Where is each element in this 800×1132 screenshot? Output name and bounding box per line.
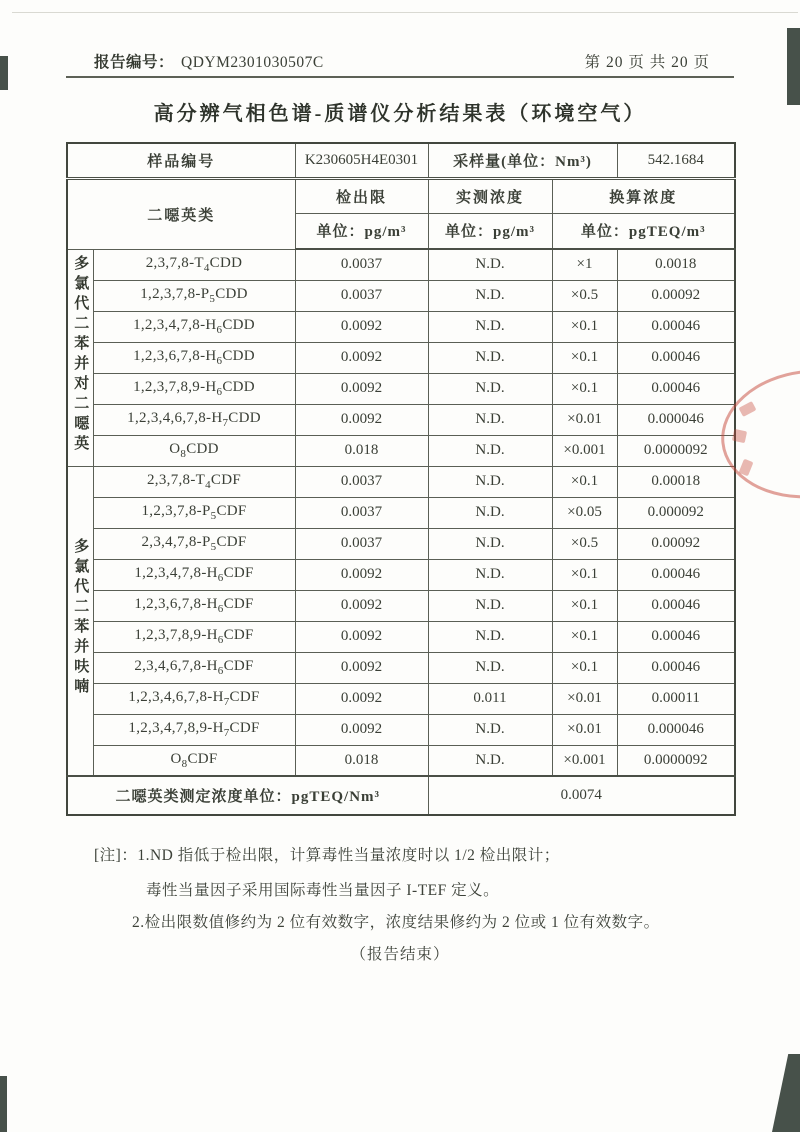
congener-name-cell: $2,3,7,8-T_4CDF$ (93, 466, 295, 497)
scan-corner-mark (0, 1076, 7, 1132)
table-row (67, 404, 735, 435)
summary-label: 二噁英类测定浓度单位：pgTEQ/Nm³ (67, 776, 428, 815)
tef-factor-cell: ×0.1 (552, 559, 617, 590)
converted-cell: 0.00046 (617, 311, 735, 342)
measured-cell: N.D. (428, 435, 552, 466)
scan-edge-line (12, 12, 798, 13)
detection-unit: 单位：pg/m³ (295, 213, 428, 249)
congener-name-cell: $O_8CDF$ (93, 745, 295, 776)
converted-cell: 0.000092 (617, 497, 735, 528)
document-title: 高分辨气相色谱-质谱仪分析结果表（环境空气） (153, 103, 647, 125)
measured-cell: 0.011 (428, 683, 552, 714)
summary-row (67, 776, 735, 815)
tef-factor-cell: ×0.001 (552, 435, 617, 466)
congener-name-cell: $1,2,3,7,8,9-H_6CDF$ (93, 621, 295, 652)
measured-cell: N.D. (428, 466, 552, 497)
note-2: 2.检出限数值修约为 2 位有效数字，浓度结果修约为 2 位或 1 位有效数字。 (132, 914, 660, 931)
detection-limit-cell: 0.0037 (295, 528, 428, 559)
table-row (67, 435, 735, 466)
congener-name-cell: $2,3,7,8-T_4CDD$ (93, 249, 295, 280)
table-row (67, 466, 735, 497)
table-row (67, 652, 735, 683)
converted-cell: 0.0000092 (617, 435, 735, 466)
detection-limit-cell: 0.0037 (295, 280, 428, 311)
detection-limit-cell: 0.0092 (295, 342, 428, 373)
note-tag: [注]： (94, 847, 138, 864)
converted-cell: 0.000046 (617, 714, 735, 745)
measured-cell: N.D. (428, 621, 552, 652)
converted-unit: 单位：pgTEQ/m³ (552, 213, 735, 249)
converted-cell: 0.000046 (617, 404, 735, 435)
detection-limit-cell: 0.0037 (295, 249, 428, 280)
page-indicator: 第 20 页 共 20 页 (584, 54, 710, 71)
congener-name-cell: $1,2,3,7,8-P_5CDF$ (93, 497, 295, 528)
congener-name-cell: $1,2,3,7,8-P_5CDD$ (93, 280, 295, 311)
congener-name-cell: $1,2,3,4,7,8-H_6CDD$ (93, 311, 295, 342)
converted-cell: 0.00046 (617, 342, 735, 373)
measured-cell: N.D. (428, 528, 552, 559)
report-number-label: 报告编号： (94, 54, 175, 71)
category-header: 二噁英类 (67, 178, 295, 249)
measured-cell: N.D. (428, 497, 552, 528)
footnotes (66, 845, 734, 976)
column-header-row (67, 178, 735, 213)
tef-factor-cell: ×0.1 (552, 342, 617, 373)
note-1: [注]：1.ND 指低于检出限，计算毒性当量浓度时以 1/2 检出限计； (94, 847, 560, 864)
table-row (67, 311, 735, 342)
sample-volume-label: 采样量(单位：Nm³) (428, 143, 617, 178)
measured-cell: N.D. (428, 249, 552, 280)
tef-factor-cell: ×0.5 (552, 528, 617, 559)
converted-cell: 0.00046 (617, 621, 735, 652)
tef-factor-cell: ×0.1 (552, 373, 617, 404)
measured-cell: N.D. (428, 590, 552, 621)
detection-limit-cell: 0.0037 (295, 497, 428, 528)
summary-value: 0.0074 (428, 776, 735, 815)
detection-limit-cell: 0.0092 (295, 404, 428, 435)
tef-factor-cell: ×1 (552, 249, 617, 280)
converted-cell: 0.0000092 (617, 745, 735, 776)
measured-unit: 单位：pg/m³ (428, 213, 552, 249)
measured-cell: N.D. (428, 652, 552, 683)
table-row (67, 745, 735, 776)
table-row (67, 621, 735, 652)
measured-cell: N.D. (428, 714, 552, 745)
detection-limit-cell: 0.0092 (295, 683, 428, 714)
table-row (67, 559, 735, 590)
table-row (67, 714, 735, 745)
scan-corner-mark (787, 28, 800, 105)
table-row (67, 528, 735, 559)
measured-cell: N.D. (428, 559, 552, 590)
tef-factor-cell: ×0.1 (552, 652, 617, 683)
tef-factor-cell: ×0.1 (552, 311, 617, 342)
tef-factor-cell: ×0.01 (552, 714, 617, 745)
congener-name-cell: $2,3,4,7,8-P_5CDF$ (93, 528, 295, 559)
converted-cell: 0.00092 (617, 280, 735, 311)
measured-cell: N.D. (428, 311, 552, 342)
congener-name-cell: $2,3,4,6,7,8-H_6CDF$ (93, 652, 295, 683)
scan-corner-mark (772, 1054, 800, 1132)
detection-limit-cell: 0.0092 (295, 621, 428, 652)
measured-cell: N.D. (428, 342, 552, 373)
tef-factor-cell: ×0.5 (552, 280, 617, 311)
converted-header: 换算浓度 (552, 178, 735, 213)
converted-cell: 0.00018 (617, 466, 735, 497)
report-number (94, 50, 324, 72)
scan-corner-mark (0, 56, 8, 90)
header-rule (66, 76, 734, 78)
report-end-marker: （报告结束） (350, 946, 450, 963)
converted-cell: 0.0018 (617, 249, 735, 280)
congener-name-cell: $1,2,3,6,7,8-H_6CDD$ (93, 342, 295, 373)
congener-name-cell: $1,2,3,4,7,8-H_6CDF$ (93, 559, 295, 590)
sample-id-label: 样品编号 (67, 143, 295, 178)
table-row (67, 342, 735, 373)
congener-name-cell: $1,2,3,4,6,7,8-H_7CDD$ (93, 404, 295, 435)
congener-name-cell: $1,2,3,6,7,8-H_6CDF$ (93, 590, 295, 621)
converted-cell: 0.00046 (617, 373, 735, 404)
converted-cell: 0.00046 (617, 590, 735, 621)
detection-limit-cell: 0.0037 (295, 466, 428, 497)
group-label-pcdf: 多氯代二苯并呋喃 (67, 466, 93, 776)
detection-limit-cell: 0.0092 (295, 590, 428, 621)
detection-limit-cell: 0.018 (295, 745, 428, 776)
tef-factor-cell: ×0.1 (552, 466, 617, 497)
measured-cell: N.D. (428, 373, 552, 404)
converted-cell: 0.00046 (617, 559, 735, 590)
detection-limit-cell: 0.0092 (295, 373, 428, 404)
tef-factor-cell: ×0.001 (552, 745, 617, 776)
table-row (67, 249, 735, 280)
note-1-continued: 毒性当量因子采用国际毒性当量因子 I-TEF 定义。 (146, 882, 500, 899)
congener-name-cell: $1,2,3,7,8,9-H_6CDD$ (93, 373, 295, 404)
sample-id-value: K230605H4E0301 (295, 143, 428, 178)
tef-factor-cell: ×0.05 (552, 497, 617, 528)
report-number-value: QDYM2301030507C (181, 54, 324, 71)
congener-name-cell: $O_8CDD$ (93, 435, 295, 466)
detection-limit-cell: 0.0092 (295, 652, 428, 683)
converted-cell: 0.00092 (617, 528, 735, 559)
tef-factor-cell: ×0.1 (552, 590, 617, 621)
sample-row (67, 143, 735, 178)
measured-cell: N.D. (428, 745, 552, 776)
results-table (66, 142, 736, 816)
converted-cell: 0.00011 (617, 683, 735, 714)
table-row (67, 280, 735, 311)
table-row (67, 497, 735, 528)
detection-limit-cell: 0.0092 (295, 559, 428, 590)
table-row (67, 683, 735, 714)
detection-limit-cell: 0.0092 (295, 311, 428, 342)
tef-factor-cell: ×0.01 (552, 404, 617, 435)
tef-factor-cell: ×0.01 (552, 683, 617, 714)
group-label-pcdd: 多氯代二苯并对二噁英 (67, 249, 93, 466)
table-row (67, 590, 735, 621)
congener-name-cell: $1,2,3,4,7,8,9-H_7CDF$ (93, 714, 295, 745)
measured-cell: N.D. (428, 280, 552, 311)
measured-cell: N.D. (428, 404, 552, 435)
sample-volume-value: 542.1684 (617, 143, 735, 178)
red-seal-stamp (714, 366, 800, 498)
converted-cell: 0.00046 (617, 652, 735, 683)
detection-limit-cell: 0.018 (295, 435, 428, 466)
measured-header: 实测浓度 (428, 178, 552, 213)
detection-limit-header: 检出限 (295, 178, 428, 213)
tef-factor-cell: ×0.1 (552, 621, 617, 652)
congener-name-cell: $1,2,3,4,6,7,8-H_7CDF$ (93, 683, 295, 714)
red-seal-arc (715, 361, 800, 507)
detection-limit-cell: 0.0092 (295, 714, 428, 745)
table-row (67, 373, 735, 404)
